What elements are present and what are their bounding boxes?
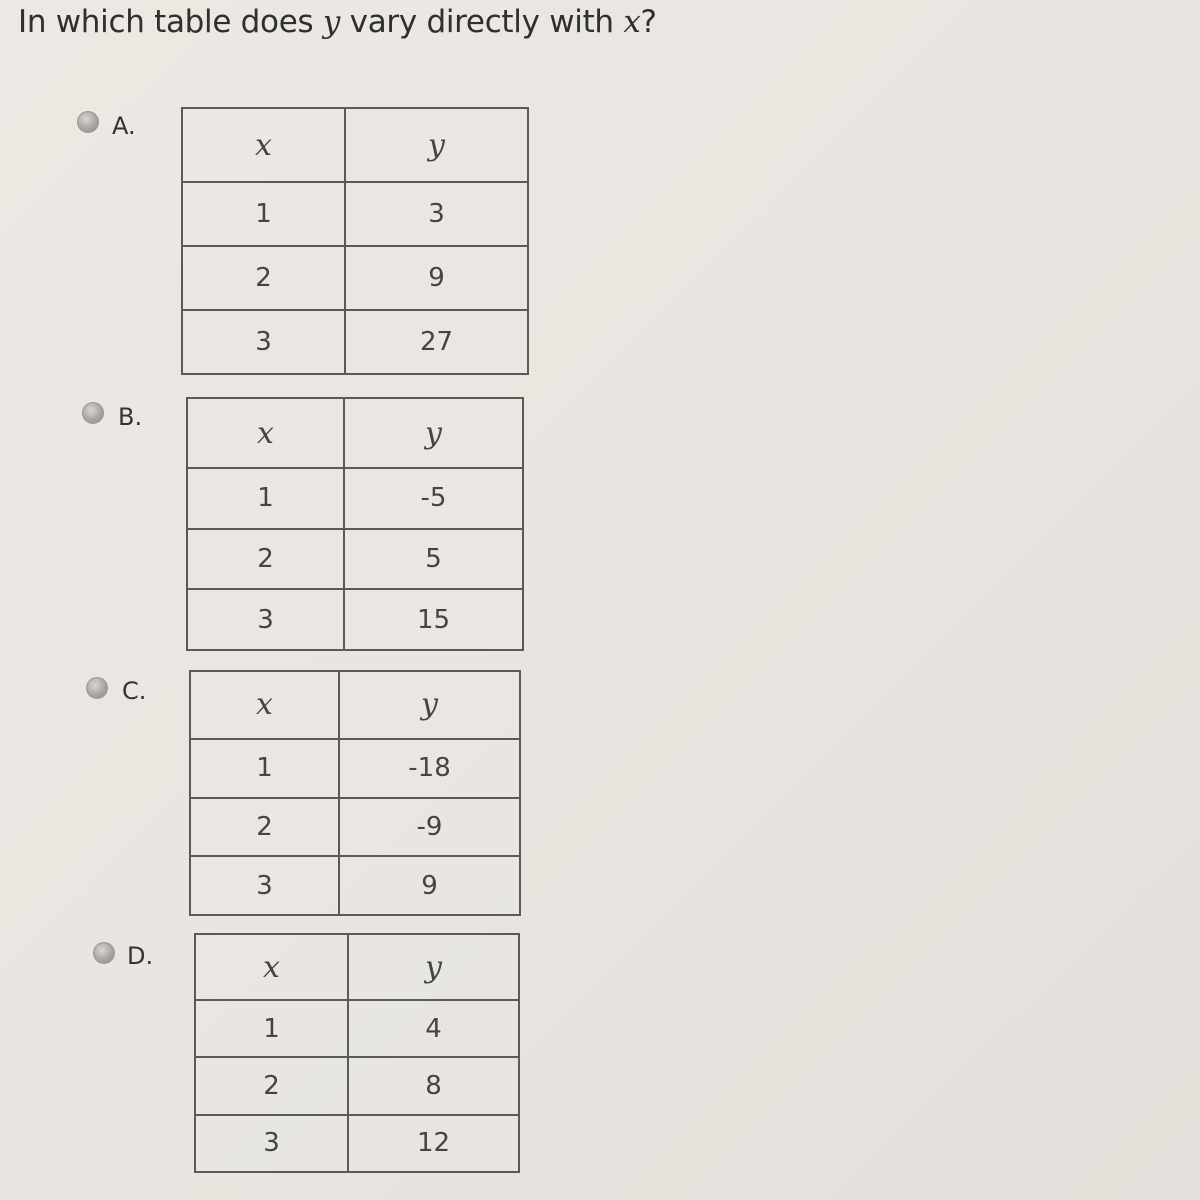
- option-c-table: [189, 670, 521, 916]
- cell-y: 4: [348, 1000, 519, 1057]
- header-y: y: [348, 934, 519, 1000]
- table-row: [182, 182, 528, 246]
- table-row: [187, 468, 523, 529]
- header-x: x: [190, 671, 339, 739]
- radio-option-d[interactable]: [93, 942, 115, 964]
- table-row: [187, 529, 523, 590]
- cell-y: 9: [339, 856, 520, 915]
- option-d-letter: D.: [127, 942, 154, 970]
- cell-y: 12: [348, 1115, 519, 1172]
- cell-y: 5: [344, 529, 523, 590]
- table-row: [195, 1000, 519, 1057]
- cell-x: 1: [187, 468, 344, 529]
- option-c-letter: C.: [122, 677, 147, 705]
- table-row: [182, 246, 528, 310]
- option-b-table: [186, 397, 524, 651]
- header-y: y: [339, 671, 520, 739]
- table-row: [195, 1057, 519, 1114]
- cell-y: -18: [339, 739, 520, 798]
- table-row: [187, 589, 523, 650]
- option-d-table: [194, 933, 520, 1173]
- cell-y: -5: [344, 468, 523, 529]
- cell-y: 27: [345, 310, 528, 374]
- table-header-row: [195, 934, 519, 1000]
- header-y: y: [344, 398, 523, 468]
- radio-option-c[interactable]: [86, 677, 108, 699]
- cell-y: 15: [344, 589, 523, 650]
- table-row: [190, 739, 520, 798]
- radio-option-b[interactable]: [82, 402, 104, 424]
- cell-y: 3: [345, 182, 528, 246]
- cell-x: 1: [182, 182, 345, 246]
- header-x: x: [195, 934, 348, 1000]
- table-row: [190, 798, 520, 857]
- table-header-row: [182, 108, 528, 182]
- option-a-table: [181, 107, 529, 375]
- question-suffix: ?: [640, 4, 657, 40]
- question-var-x: x: [623, 4, 641, 40]
- cell-x: 3: [190, 856, 339, 915]
- table-row: [190, 856, 520, 915]
- cell-y: -9: [339, 798, 520, 857]
- cell-x: 1: [195, 1000, 348, 1057]
- table-header-row: [190, 671, 520, 739]
- cell-x: 2: [190, 798, 339, 857]
- cell-x: 3: [182, 310, 345, 374]
- cell-y: 9: [345, 246, 528, 310]
- header-x: x: [187, 398, 344, 468]
- option-a-letter: A.: [112, 112, 136, 140]
- option-b-letter: B.: [118, 403, 143, 431]
- table-header-row: [187, 398, 523, 468]
- cell-x: 3: [187, 589, 344, 650]
- header-x: x: [182, 108, 345, 182]
- cell-x: 2: [187, 529, 344, 590]
- table-row: [182, 310, 528, 374]
- question-text: [18, 0, 657, 44]
- header-y: y: [345, 108, 528, 182]
- question-prefix: In which table does: [18, 4, 323, 40]
- question-middle: vary directly with: [340, 4, 624, 40]
- cell-y: 8: [348, 1057, 519, 1114]
- cell-x: 3: [195, 1115, 348, 1172]
- radio-option-a[interactable]: [77, 111, 99, 133]
- cell-x: 1: [190, 739, 339, 798]
- cell-x: 2: [195, 1057, 348, 1114]
- cell-x: 2: [182, 246, 345, 310]
- question-var-y: y: [322, 4, 341, 40]
- table-row: [195, 1115, 519, 1172]
